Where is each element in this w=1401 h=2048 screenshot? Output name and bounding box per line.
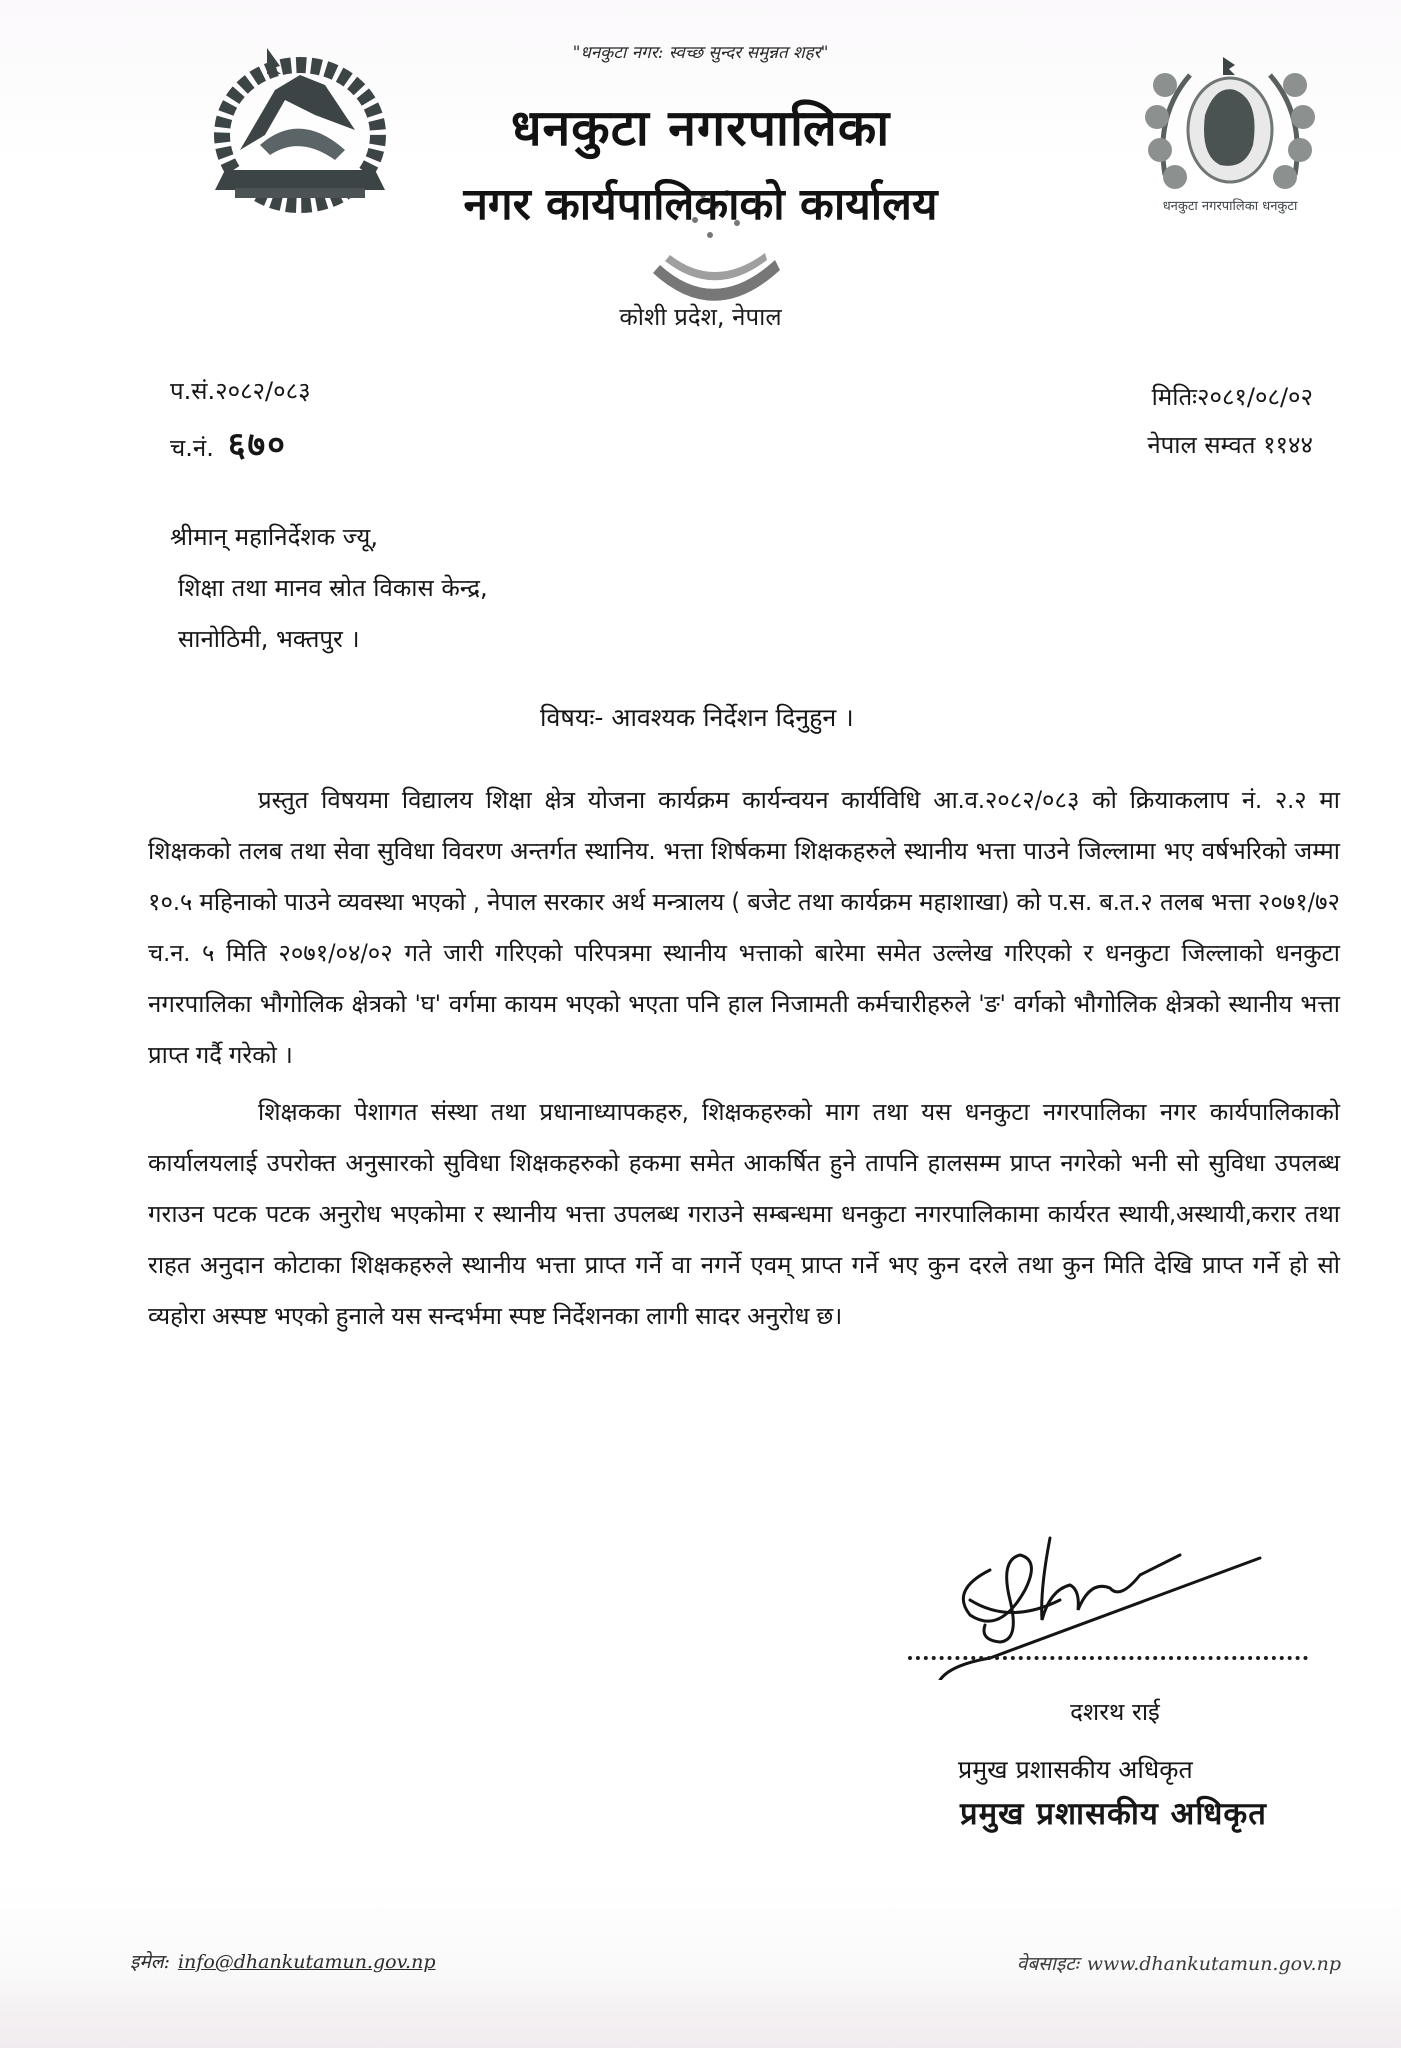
province-country: कोशी प्रदेश, नेपाल (619, 303, 782, 331)
dispatch-number (170, 420, 287, 466)
signer-title: प्रमुख प्रशासकीय अधिकृत (958, 1755, 1193, 1784)
municipality-tagline: "धनकुटा नगर: स्वच्छ सुन्दर समुन्नत शहर" (572, 43, 829, 63)
nepal-samvat-year: नेपाल सम्वत ११४४ (1147, 431, 1313, 459)
email-link[interactable]: info@dhankutamun.gov.np (177, 1951, 436, 1973)
email-label: इमेल: (130, 1951, 170, 1973)
reference-number: प.सं.२०८२/०८३ (170, 377, 311, 405)
letter-body (148, 775, 1340, 1342)
dispatch-number-label: च.नं. (170, 434, 214, 462)
addressee-line: सानोठिमी, भक्तपुर । (178, 625, 360, 653)
footer-email (130, 1948, 436, 1974)
addressee-line: शिक्षा तथा मानव स्रोत विकास केन्द्र, (178, 574, 488, 602)
addressee-block (170, 512, 488, 665)
dispatch-number-value: ६७० (227, 425, 287, 465)
website-link[interactable]: www.dhankutamun.gov.np (1086, 1953, 1341, 1975)
website-label: वेबसाइटः (1016, 1953, 1079, 1975)
footer-website (1017, 1950, 1341, 1976)
signature-dotted-line (908, 1656, 1308, 1660)
org-name: धनकुटा नगरपालिका (510, 99, 891, 157)
office-name: नगर कार्यपालिकाको कार्यालय (463, 179, 938, 230)
logo-caption: धनकुटा नगरपालिका धनकुटा (1162, 199, 1298, 214)
addressee-line: श्रीमान् महानिर्देशक ज्यू, (170, 523, 378, 551)
signer-title-stamp: प्रमुख प्रशासकीय अधिकृत (960, 1796, 1267, 1832)
body-paragraph: प्रस्तुत विषयमा विद्यालय शिक्षा क्षेत्र योजना कार्यक्रम कार्यन्वयन कार्यविधि आ.व.२०८२/०८३ को क्रियाकलाप नं. २.२ मा शिक्षकको तलब तथा सेवा सुविधा विवरण अन्तर्गत स्थानिय. भत्ता शिर्षकमा शिक्षकहरुले स्थानीय भत्ता पाउने जिल्लामा भए वर्षभरिको जम्मा १०.५ महिनाको पाउने व्यवस्था भएको , नेपाल सरकार अर्थ मन्त्रालय ( बजेट तथा कार्यक्रम महाशाखा) को प.स. ब.त.२ तलब भत्ता २०७१/७२ च.न. ५ मिति २०७१/०४/०२ गते जारी गरिएको परिपत्रमा स्थानीय भत्ताको बारेमा समेत उल्लेख गरिएको र धनकुटा जिल्लाको धनकुटा नगरपालिका भौगोलिक क्षेत्रको 'घ' वर्गमा कायम भएको भएता पनि हाल निजामती कर्मचारीहरुले 'ङ' वर्गको भौगोलिक क्षेत्रको स्थानीय भत्ता प्राप्त गर्दै गरेको । (148, 786, 1340, 1069)
footer-shade (0, 1975, 1401, 2048)
signer-name: दशरथ राई (1070, 1698, 1160, 1726)
letter-date: मितिः२०८१/०८/०२ (1151, 383, 1313, 411)
body-paragraph: शिक्षकका पेशागत संस्था तथा प्रधानाध्यापकहरु, शिक्षकहरुको माग तथा यस धनकुटा नगरपालिका नगर कार्यपालिकाको कार्यालयलाई उपरोक्त अनुसारको सुविधा शिक्षकहरुको हकमा समेत आकर्षित हुने तापनि हालसम्म प्राप्त नगरेको भनी सो सुविधा उपलब्ध गराउन पटक पटक अनुरोध भएकोमा र स्थानीय भत्ता उपलब्ध गराउने सम्बन्धमा धनकुटा नगरपालिकामा कार्यरत स्थायी,अस्थायी,करार तथा राहत अनुदान कोटाका शिक्षकहरुले स्थानीय भत्ता प्राप्त गर्ने वा नगर्ने एवम् प्राप्त गर्ने भए कुन दरले तथा कुन मिति देखि प्राप्त गर्ने हो सो व्यहोरा अस्पष्ट भएको हुनाले यस सन्दर्भमा स्पष्ट निर्देशनका लागी सादर अनुरोध छ। (148, 1098, 1340, 1330)
subject-line: विषयः- आवश्यक निर्देशन दिनुहुन । (540, 703, 854, 732)
